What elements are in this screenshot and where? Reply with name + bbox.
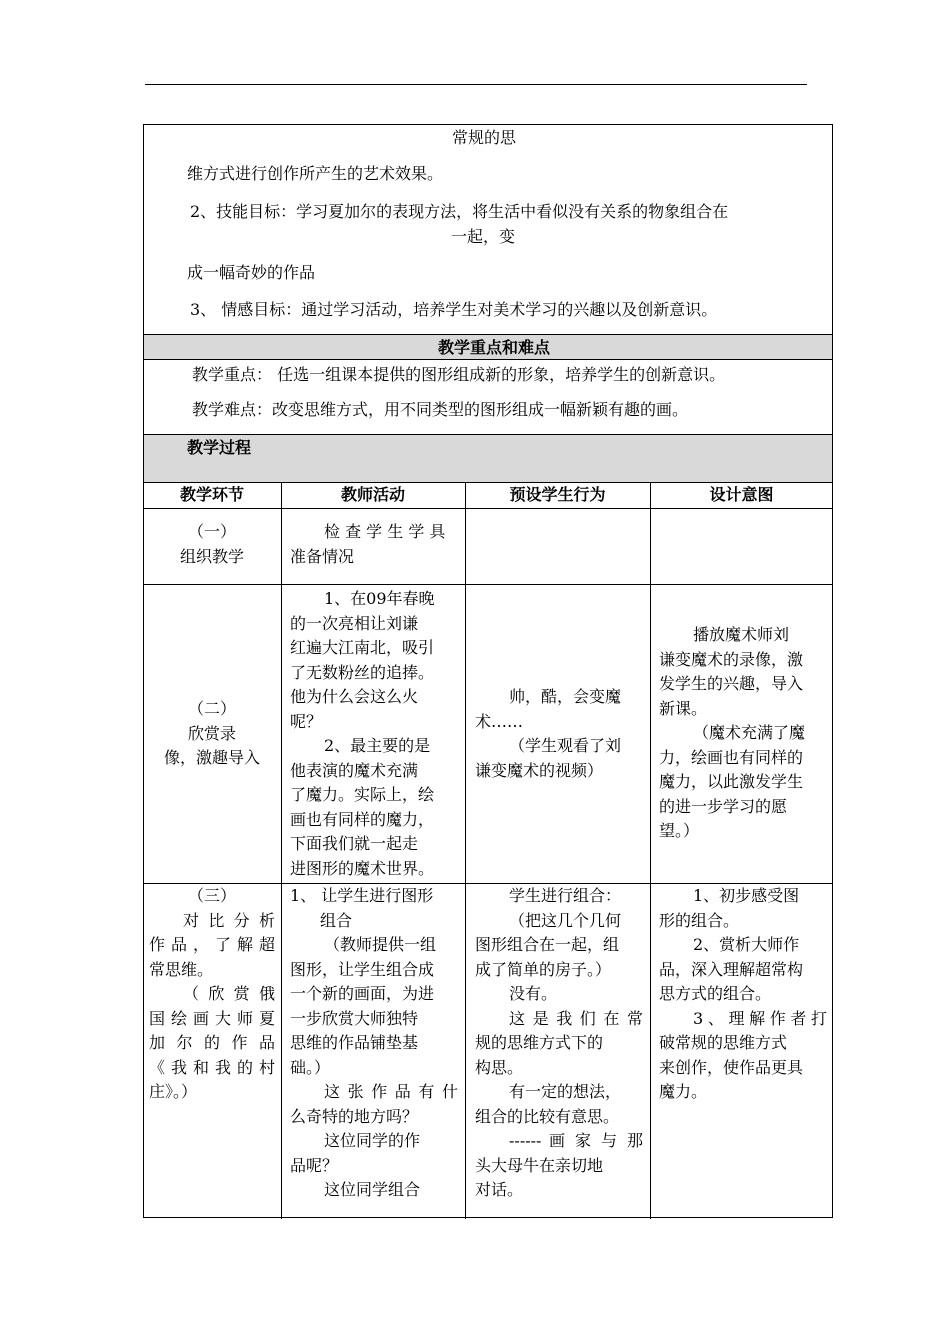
- cell-line: 有一定的想法，: [509, 1082, 622, 1101]
- column-divider: [650, 482, 651, 1219]
- skill-objective-cont: 一起，变: [451, 227, 516, 246]
- cell-line: 这 张 作 品 有 什: [324, 1082, 458, 1101]
- cell-line: 一步欣赏大师独特: [290, 1008, 419, 1028]
- teaching-focus: 教学重点： 任选一组课本提供的图形组成新的形象，培养学生的创新意识。: [192, 365, 726, 384]
- cell-line: 魔力，以此激发学生: [659, 772, 804, 791]
- cell-line: 一个新的画面，为进: [290, 984, 435, 1003]
- cell-line: 学生进行组合：: [509, 886, 622, 905]
- cell-line: 2、赏析大师作: [693, 935, 800, 954]
- cell-line: 没有。: [509, 984, 558, 1003]
- cell-line: 帅，酷，会变魔: [509, 687, 622, 706]
- process-heading: 教学过程: [187, 438, 252, 457]
- cell-line: 了无数粉丝的追捧。: [290, 662, 435, 682]
- cell-line: 思维的作品铺垫基: [290, 1033, 419, 1052]
- teaching-difficulty: 教学难点：改变思维方式，用不同类型的图形组成一幅新颖有趣的画。: [192, 400, 689, 419]
- row1-stage-cell: [149, 520, 275, 569]
- cell-line: 础。）: [290, 1057, 331, 1077]
- row2-student-cell: [475, 685, 643, 783]
- row3-stage-cell: [149, 884, 275, 1105]
- emotion-objective: 3、 情感目标：通过学习活动，培养学生对美术学习的兴趣以及创新意识。: [190, 300, 718, 319]
- cell-line: （ 欣 赏 俄: [183, 984, 275, 1003]
- column-header-student: 预设学生行为: [509, 485, 606, 504]
- row3-teacher-cell: [290, 884, 458, 1203]
- cell-line: 加 尔 的 作 品: [149, 1033, 275, 1052]
- divider: [144, 482, 832, 483]
- cell-line: 呢？: [290, 711, 323, 731]
- cell-line: 3、理解作者打: [693, 1008, 827, 1028]
- cell-line: 下面我们就一起走: [290, 834, 419, 853]
- page-header-rule: [145, 84, 807, 85]
- cell-line: 对 比 分 析: [183, 910, 275, 930]
- skill-objective: 2、技能目标：学习夏加尔的表现方法，将生活中看似没有关系的物象组合在: [190, 202, 729, 221]
- cell-line: 准备情况: [290, 546, 355, 566]
- cell-line: 常思维。: [149, 959, 214, 979]
- cell-line: 形的组合。: [659, 910, 740, 930]
- row2-intent-cell: [659, 623, 827, 844]
- cell-line: 思方式的组合。: [659, 984, 772, 1003]
- cell-line: 像，激趣导入: [163, 748, 260, 767]
- cell-line: 《我和我的村: [149, 1057, 275, 1077]
- cell-line: 新课。: [659, 698, 708, 718]
- cell-line: 的进一步学习的愿: [659, 796, 788, 816]
- cell-line: 构思。: [475, 1057, 524, 1077]
- cell-line: 发学生的兴趣，导入: [659, 674, 804, 693]
- cell-line: 1、初步感受图: [693, 886, 800, 905]
- cell-line: （把这几个几何: [509, 910, 622, 930]
- cell-line: 组合的比较有意思。: [475, 1106, 620, 1126]
- row2-stage-cell: [149, 697, 275, 771]
- cell-line: 庄》。）: [149, 1082, 198, 1101]
- column-divider: [281, 482, 282, 1219]
- cell-line: 对话。: [475, 1180, 524, 1199]
- cell-line: 规的思维方式下的: [475, 1033, 604, 1052]
- cell-line: （一）: [187, 522, 236, 541]
- divider: [144, 359, 832, 360]
- cell-line: （二）: [187, 699, 236, 718]
- row1-teacher-cell: [290, 520, 458, 569]
- column-header-teacher: 教师活动: [340, 485, 405, 504]
- cell-line: 1、 让学生进行图形: [290, 886, 434, 905]
- keypoints-heading: 教学重点和难点: [438, 338, 551, 357]
- cell-line: 这位同学的作: [324, 1131, 421, 1150]
- divider: [144, 434, 832, 435]
- row3-intent-cell: [659, 884, 827, 1105]
- cell-line: （学生观看了刘: [509, 736, 622, 755]
- cell-line: 来创作，使作品更具: [659, 1057, 804, 1077]
- cell-line: 了魔力。实际上，绘: [290, 785, 435, 804]
- cell-line: 这 是 我 们 在 常: [509, 1008, 643, 1028]
- cell-line: 国绘画大师夏: [149, 1008, 275, 1028]
- divider: [144, 584, 832, 585]
- cell-line: 这位同学组合: [324, 1180, 421, 1199]
- row3-student-cell: [475, 884, 643, 1203]
- objective-line: 常规的思: [452, 128, 517, 147]
- cell-line: 破常规的思维方式: [659, 1033, 788, 1052]
- cell-line: 力，绘画也有同样的: [659, 747, 804, 767]
- column-header-stage: 教学环节: [179, 485, 244, 504]
- cell-line: （三）: [187, 886, 236, 905]
- cell-line: 头大母牛在亲切地: [475, 1155, 604, 1175]
- cell-line: 作品，了解超: [149, 935, 275, 954]
- cell-line: 图形，让学生组合成: [290, 959, 435, 979]
- cell-line: 欣赏录: [187, 723, 236, 743]
- cell-line: 魔力。: [659, 1082, 708, 1101]
- cell-line: ------ 画 家 与 那: [509, 1131, 643, 1150]
- cell-line: 图形组合在一起，组: [475, 935, 620, 954]
- cell-line: 组合: [320, 910, 353, 930]
- cell-line: 红遍大江南北，吸引: [290, 638, 435, 657]
- row2-teacher-cell: [290, 587, 458, 881]
- cell-line: 画也有同样的魔力，: [290, 809, 435, 829]
- cell-line: 检 查 学 生 学 具: [324, 522, 446, 541]
- cell-line: （教师提供一组: [324, 935, 437, 954]
- cell-line: 谦变魔术的视频）: [475, 760, 604, 780]
- cell-line: 2、最主要的是: [324, 736, 431, 755]
- cell-line: 谦变魔术的录像，激: [659, 649, 804, 669]
- cell-line: 1、在09年春晚: [324, 589, 435, 608]
- cell-line: 他表演的魔术充满: [290, 760, 419, 780]
- cell-line: 成了简单的房子。）: [475, 959, 612, 979]
- cell-line: 他为什么会这么火: [290, 687, 419, 706]
- cell-line: 组织教学: [179, 546, 244, 566]
- cell-line: 进图形的魔术世界。: [290, 858, 435, 878]
- cell-line: 望。）: [659, 821, 700, 840]
- cell-line: 的一次亮相让刘谦: [290, 613, 419, 633]
- divider: [144, 334, 832, 335]
- skill-objective-cont: 成一幅奇妙的作品: [187, 263, 316, 282]
- column-header-intent: 设计意图: [709, 485, 774, 504]
- cell-line: 么奇特的地方吗？: [290, 1106, 419, 1126]
- objective-line: 维方式进行创作所产生的艺术效果。: [187, 164, 444, 183]
- column-divider: [465, 482, 466, 1219]
- cell-line: 播放魔术师刘: [693, 625, 790, 644]
- cell-line: 品，深入理解超常构: [659, 959, 804, 979]
- cell-line: 品呢？: [290, 1155, 339, 1175]
- cell-line: 术……: [475, 711, 524, 731]
- divider: [144, 508, 832, 509]
- cell-line: （魔术充满了魔: [693, 723, 806, 742]
